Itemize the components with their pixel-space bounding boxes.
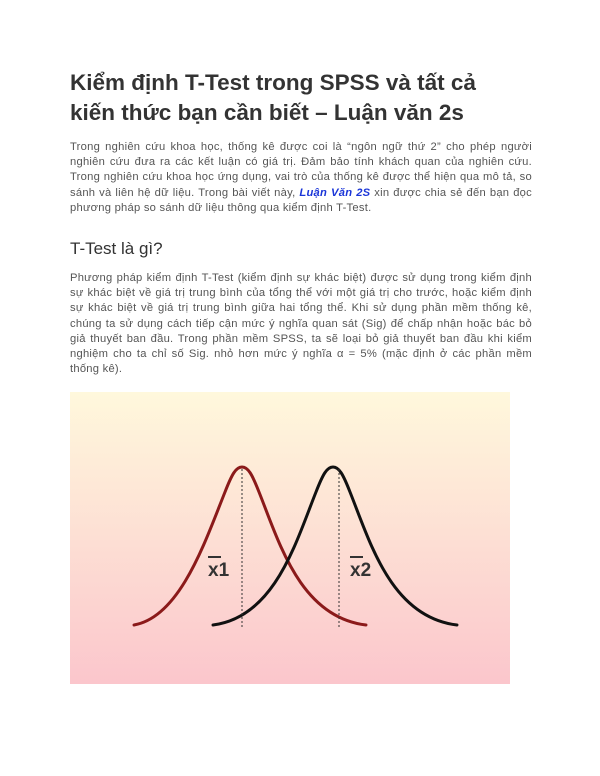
section-paragraph: Phương pháp kiểm định T-Test (kiểm định sự khác biệt) được sử dụng trong kiểm định sự khác biệt về giá trị trung bình của tổng thể với một giá trị cho trước, hoặc kiểm định sự khác biệt về giá trị trung bình giữa hai tổng thể. Khi sử dụng phần mềm thống kê, chúng ta sử dụng cách tiếp cận mức ý nghĩa quan sát (Sig) để chấp nhận hoặc bác bỏ giả thuyết ban đầu. Trong phần mềm SPSS, ta sẽ loại bỏ giả thuyết ban đầu khi kiểm nghiệm cho ta chỉ số Sig. nhỏ hơn mức ý nghĩa α = 5% (mặc định ở các phần mềm thống kê). — [70, 272, 532, 376]
luan-van-2s-link[interactable]: Luận Văn 2S — [299, 186, 371, 199]
figure-background — [70, 392, 510, 684]
article-title — [70, 68, 540, 128]
section-heading: T-Test là gì? — [70, 239, 163, 258]
x2-label: x2 — [350, 560, 372, 581]
intro-text-before-link: Trong nghiên cứu khoa học, thống kê được coi là “ngôn ngữ thứ 2” cho phép người nghiên cứu đưa ra các kết luận có giá trị. Đảm bảo tính khách quan của nghiên cứu. Trong nghiên cứu khoa học ứng dụng, vai trò của thống kê được thể hiện qua mô tả, so sánh và liên hệ dữ liệu. Trong bài viết này, — [70, 141, 532, 199]
distribution-figure — [70, 392, 510, 684]
title-line-2: kiến thức bạn cần biết – Luận văn 2s — [70, 100, 464, 125]
intro-text-after-link: xin được chia sẻ đến bạn đọc phương pháp so sánh dữ liệu thông qua kiểm định T-Test. — [70, 186, 532, 214]
intro-paragraph — [70, 140, 532, 216]
title-line-1: Kiểm định T-Test trong SPSS và tất cả — [70, 70, 476, 95]
x1-label: x1 — [208, 560, 230, 581]
